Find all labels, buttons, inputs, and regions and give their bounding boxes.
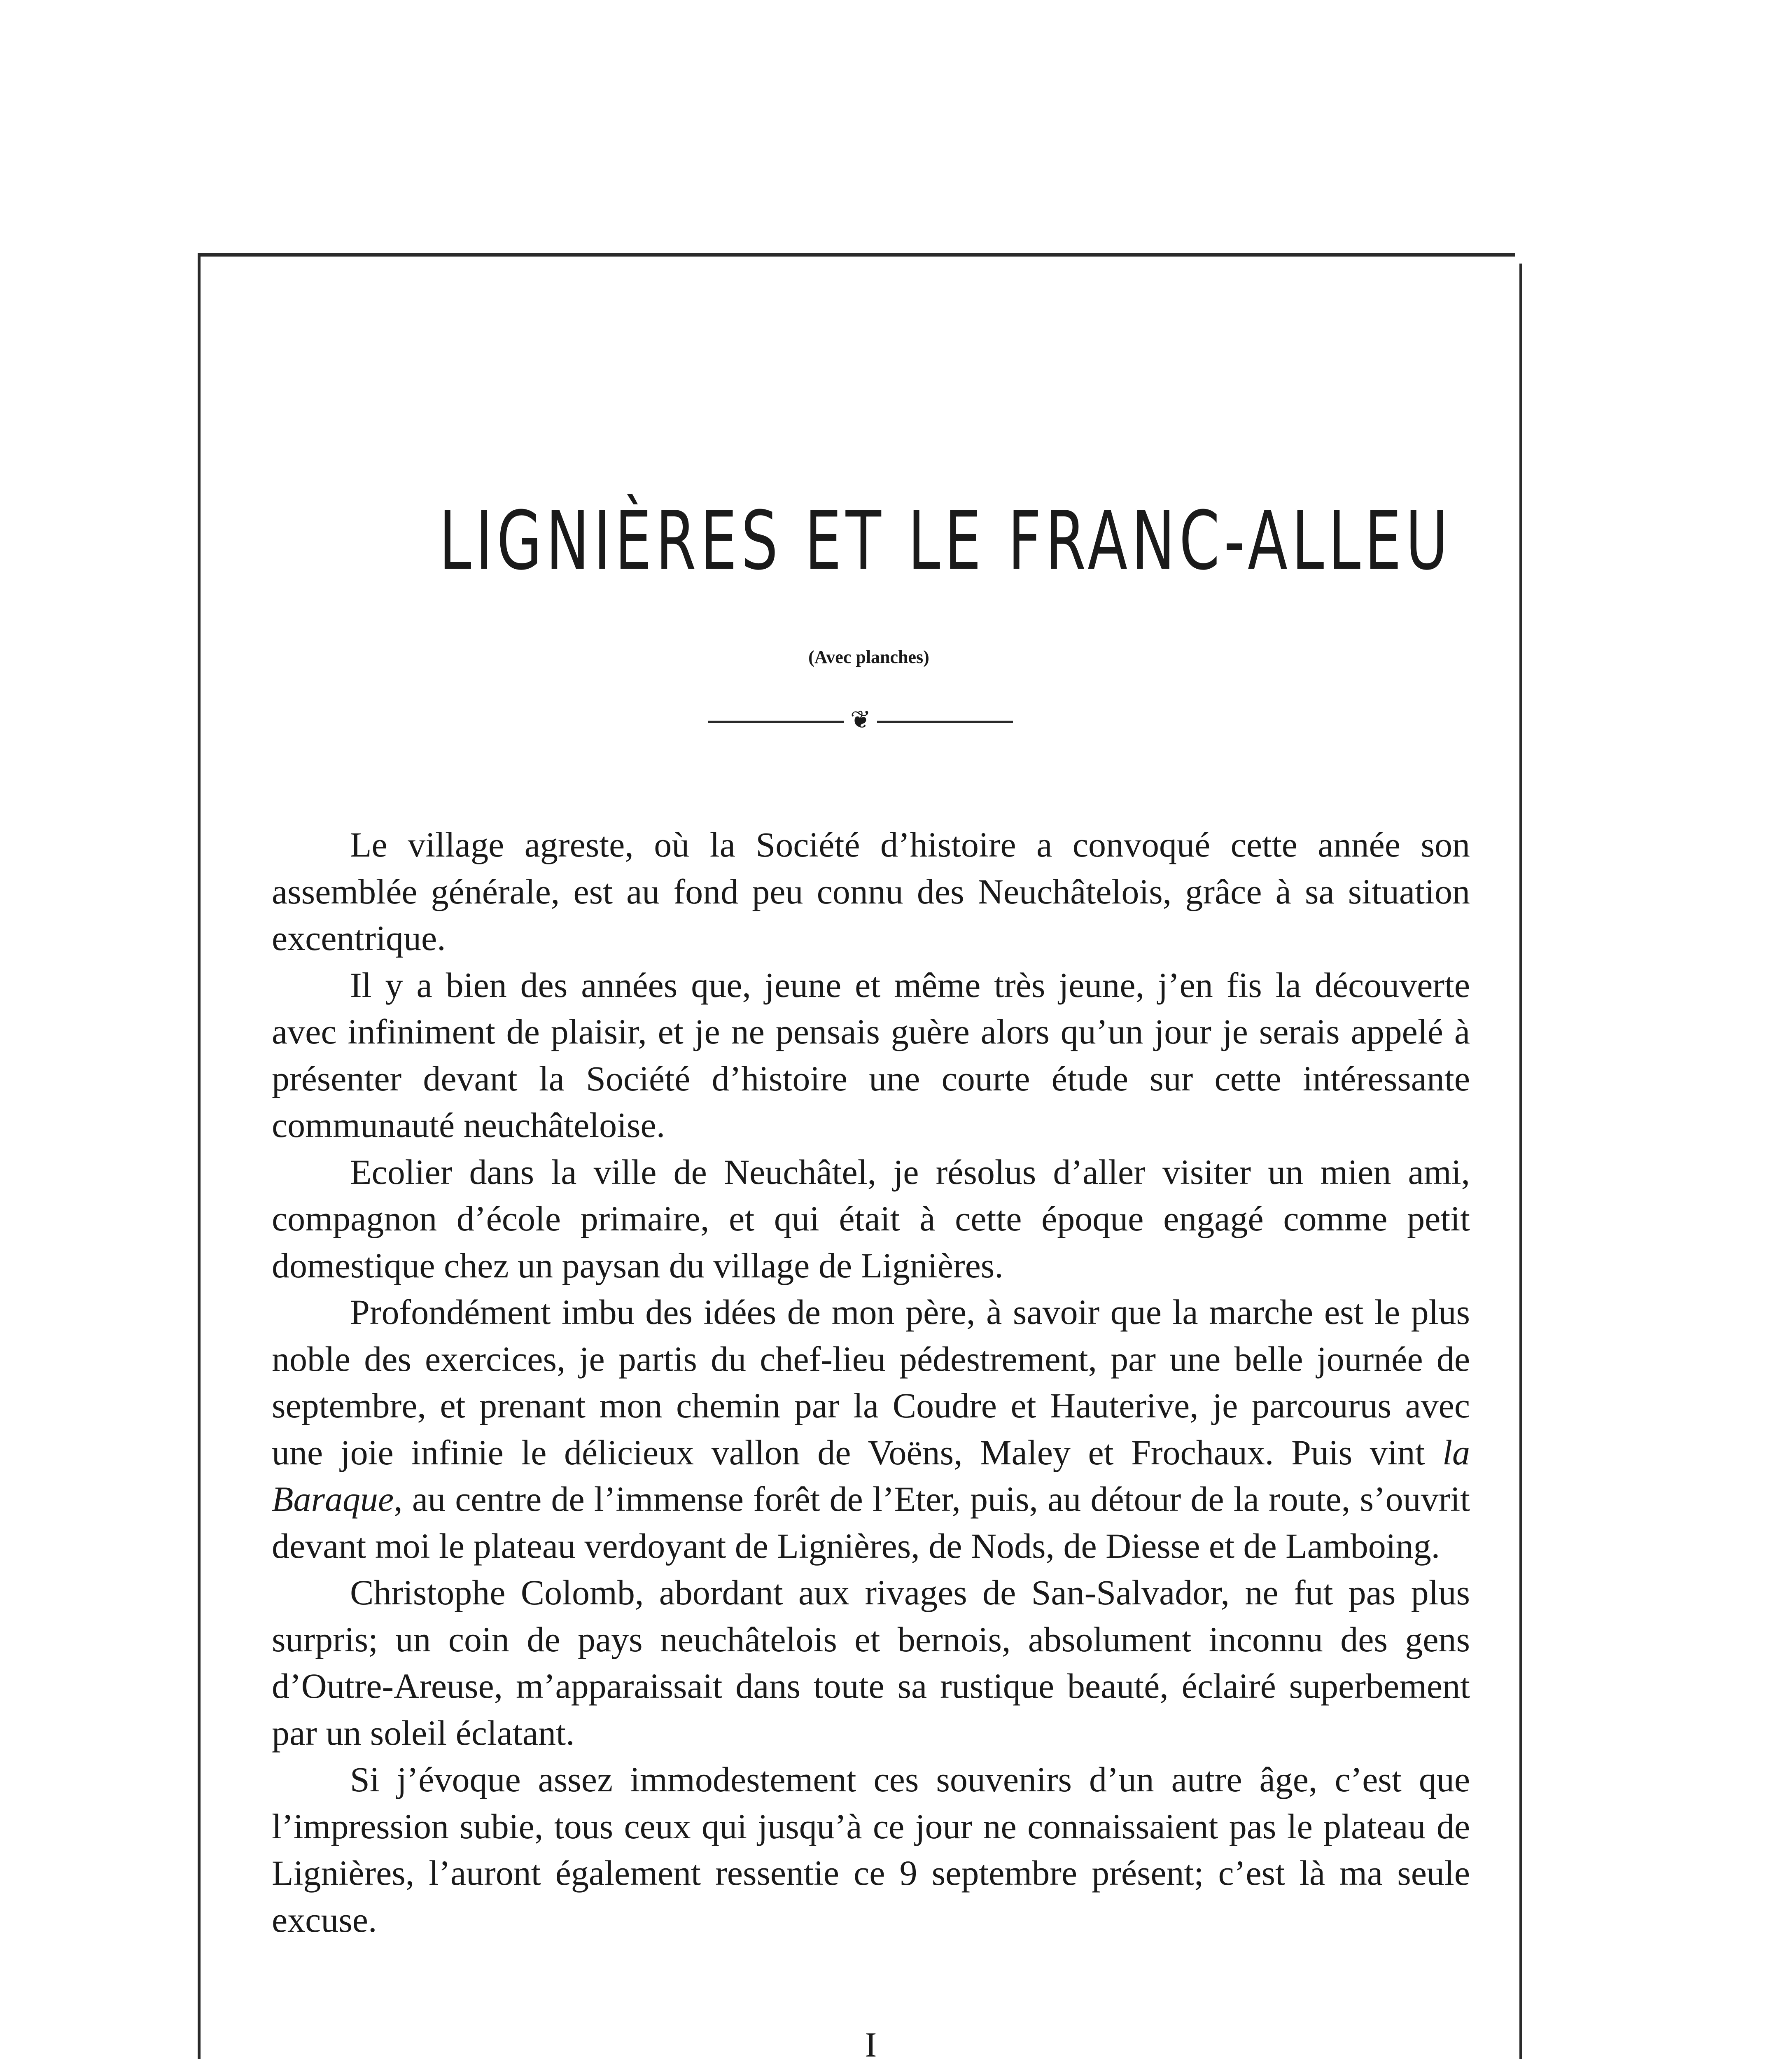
paragraph: Le village agreste, où la Société d’histoire a convoqué cette année son assemblée générale, est au fond peu connu des Neuchâtelois, grâce à sa situation excentrique. <box>272 825 1470 958</box>
paragraph-part: Profondément imbu des idées de mon père, à savoir que la marche est le plus noble des exercices, je partis du chef-lieu pédestrement, par une belle journée de septembre, et prenant mon chemin par la Coudre et Hauterive, je parcourus avec une joie infinie le délicieux vallon de Voëns, Maley et Frochaux. Puis vint <box>272 1292 1470 1472</box>
fleuron-icon: ❦ <box>844 707 877 732</box>
paragraph <box>272 1289 1470 1569</box>
paragraph-part: , au centre de l’immense forêt de l’Eter, puis, au détour de la route, s’ouvrit devant moi le plateau verdoyant de Lignières, de Nods, de Diesse et de Lamboing. <box>272 1479 1470 1566</box>
page-frame-top <box>198 253 1515 257</box>
paragraph: Christophe Colomb, abordant aux rivages de San-Salvador, ne fut pas plus surpris; un coin de pays neuchâtelois et bernois, absolument inconnu des gens d’Outre-Areuse, m’apparaissait dans toute sa rustique beauté, éclairé superbement par un soleil éclatant. <box>272 1573 1470 1753</box>
place-name-italic: la Baraque <box>272 1432 1470 1519</box>
body-text <box>272 822 1470 1943</box>
section-number: I <box>865 2025 877 2059</box>
paragraph: Ecolier dans la ville de Neuchâtel, je résolus d’aller visiter un mien ami, compagnon d’école primaire, et qui était à cette époque engagé comme petit domestique chez un paysan du village de Lignières. <box>272 1152 1470 1285</box>
page-frame-right <box>1519 264 1522 2059</box>
page-title: LIGNIÈRES ET LE FRANC-ALLEU <box>439 494 1452 588</box>
page-subtitle: (Avec planches) <box>808 647 929 667</box>
page-frame-left <box>198 253 201 2059</box>
paragraph: Si j’évoque assez immodestement ces souvenirs d’un autre âge, c’est que l’impression subie, tous ceux qui jusqu’à ce jour ne connaissaient pas le plateau de Lignières, l’auront également ressentie ce 9 septembre présent; c’est là ma seule excuse. <box>272 1760 1470 1940</box>
paragraph: Il y a bien des années que, jeune et même très jeune, j’en fis la découverte avec infiniment de plaisir, et je ne pensais guère alors qu’un jour je serais appelé à présenter devant la Société d’histoire une courte étude sur cette intéressante communauté neuchâteloise. <box>272 965 1470 1145</box>
